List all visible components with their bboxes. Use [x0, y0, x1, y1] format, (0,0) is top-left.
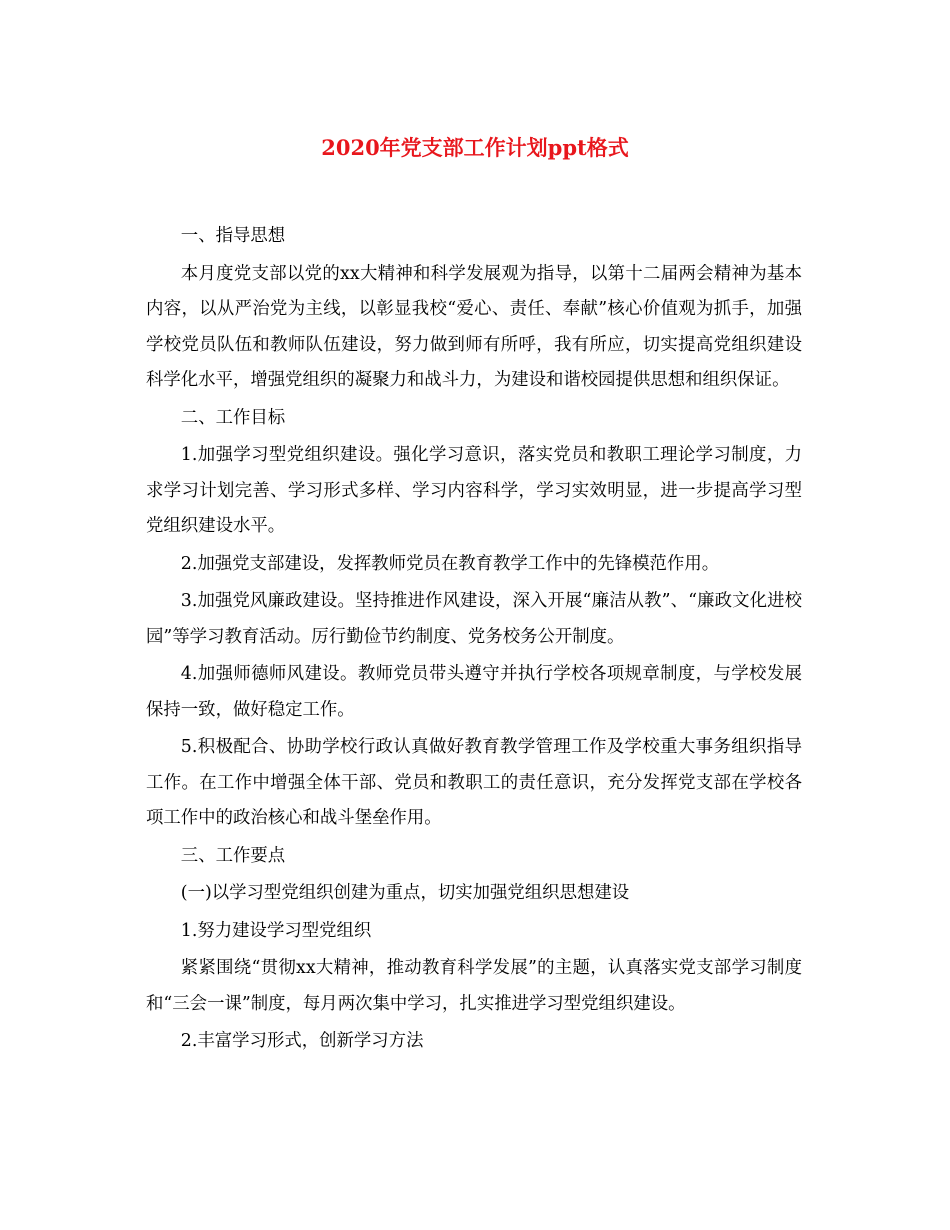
item-heading: 2.丰富学习形式，创新学习方法 [180, 1031, 424, 1051]
body-paragraph: 4.加强师德师风建设。教师党员带头遵守并执行学校各项规章制度，与学校发展保持一致，做好稳定工作。 [146, 664, 802, 720]
document-body [146, 219, 802, 1062]
body-paragraph: 3.加强党风廉政建设。坚持推进作风建设，深入开展“廉洁从教”、“廉政文化进校园”等学习教育活动。厉行勤俭节约制度、党务校务公开制度。 [146, 591, 802, 647]
body-paragraph: 本月度党支部以党的xx大精神和科学发展观为指导，以第十二届两会精神为基本内容，以从严治党为主线，以彰显我校“爱心、责任、奉献”核心价值观为抓手，加强学校党员队伍和教师队伍建设，努力做到师有所呼，我有所应，切实提高党组织建设科学化水平，增强党组织的凝聚力和战斗力，为建设和谐校园提供思想和组织保证。 [146, 263, 802, 390]
item-heading: 1.努力建设学习型党组织 [180, 920, 372, 941]
section-heading-guiding-ideology: 一、指导思想 [180, 226, 286, 246]
section-heading-work-goals: 二、工作目标 [180, 407, 286, 428]
body-paragraph: 5.积极配合、协助学校行政认真做好教育教学管理工作及学校重大事务组织指导工作。在工作中增强全体干部、党员和教职工的责任意识，充分发挥党支部在学校各项工作中的政治核心和战斗堡垒作用。 [146, 737, 802, 828]
document-title: 2020年党支部工作计划ppt格式 [321, 135, 629, 160]
body-paragraph: 紧紧围绕“贯彻xx大精神，推动教育科学发展”的主题，认真落实党支部学习制度和“三会一课”制度，每月两次集中学习，扎实推进学习型党组织建设。 [146, 958, 802, 1014]
body-paragraph: 2.加强党支部建设，发挥教师党员在教育教学工作中的先锋模范作用。 [180, 553, 720, 574]
body-paragraph: 1.加强学习型党组织建设。强化学习意识，落实党员和教职工理论学习制度，力求学习计划完善、学习形式多样、学习内容科学，学习实效明显，进一步提高学习型党组织建设水平。 [146, 445, 802, 536]
subsection-heading: (一)以学习型党组织创建为重点，切实加强党组织思想建设 [180, 883, 630, 903]
section-heading-work-points: 三、工作要点 [180, 845, 286, 866]
